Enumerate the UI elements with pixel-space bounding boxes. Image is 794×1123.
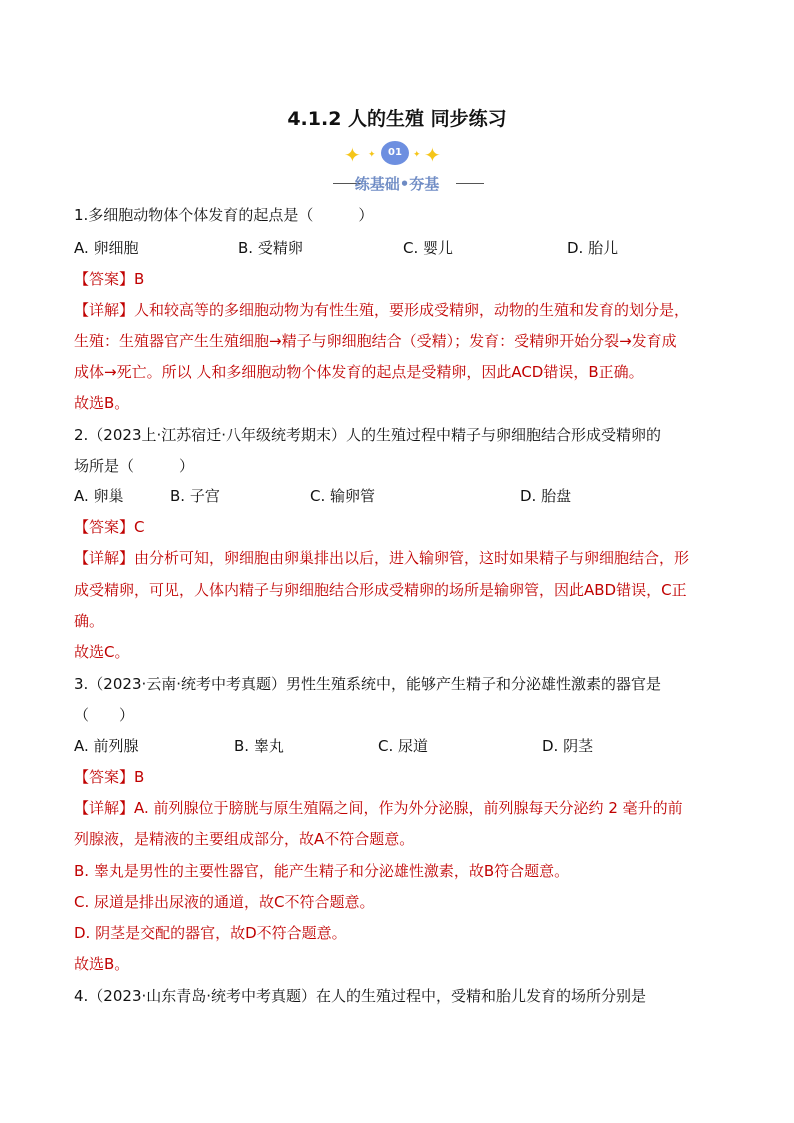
q1-detail-line-3: 成体→死亡。所以 人和多细胞动物个体发育的起点是受精卵，因此ACD错误，B正确。 [74,363,644,381]
answer-value: B [134,270,145,288]
q3-detail-line-2: 列腺液，是精液的主要组成部分，故A不符合题意。 [74,830,415,848]
q3-stem-line-1: 3.（2023·云南·统考中考真题）男性生殖系统中，能够产生精子和分泌雄性激素的器官是 [74,675,662,693]
q3-option-a: A. 前列腺 [74,737,139,755]
q3-stem-line-2: （ ） [74,706,135,724]
answer-value: C [134,518,145,536]
q1-option-d: D. 胎儿 [567,239,619,257]
q1-option-a: A. 卵细胞 [74,239,139,257]
q3-option-c: C. 尿道 [378,737,429,755]
q1-detail-line-1 [74,300,689,320]
sparkle-icon: ✦ [424,143,441,167]
q2-option-b: B. 子宫 [170,487,220,505]
sparkle-dot-icon: ✦ [413,150,421,160]
detail-text: 人和较高等的多细胞动物为有性生殖，要形成受精卵，动物的生殖和发育的划分是， [134,301,690,319]
q4-stem-line-1: 4.（2023·山东青岛·统考中考真题）在人的生殖过程中，受精和胎儿发育的场所分别是 [74,987,647,1005]
q1-conclusion: 故选B。 [74,394,130,412]
detail-tag: 【详解】 [74,301,135,319]
section-number: 01 [381,141,409,165]
q3-detail-line-5: D. 阴茎是交配的器官，故D不符合题意。 [74,924,347,942]
sparkle-dot-icon: ✦ [368,150,376,160]
q2-option-a: A. 卵巢 [74,487,124,505]
detail-text: A. 前列腺位于膀胱与原生殖隔之间，作为外分泌腺，前列腺每天分泌约 2 毫升的前 [134,799,683,817]
answer-tag: 【答案】 [74,518,135,536]
q2-option-c: C. 输卵管 [310,487,376,505]
section-subtitle: 练基础•夯基 [354,175,440,193]
q3-option-b: B. 睾丸 [234,737,284,755]
q2-stem-line-1: 2.（2023上·江苏宿迁·八年级统考期末）人的生殖过程中精子与卵细胞结合形成受精卵的 [74,426,662,444]
q1-option-b: B. 受精卵 [238,239,303,257]
q2-detail-line-3: 确。 [74,612,105,630]
answer-value: B [134,768,145,786]
q1-option-c: C. 婴儿 [403,239,454,257]
sparkle-icon: ✦ [344,143,361,167]
q2-detail-line-2: 成受精卵，可见，人体内精子与卵细胞结合形成受精卵的场所是输卵管，因此ABD错误，C正 [74,581,687,599]
q1-answer [74,269,144,289]
page-title: 4.1.2 人的生殖 同步练习 [287,108,507,130]
q2-option-d: D. 胎盘 [520,487,572,505]
q3-conclusion: 故选B。 [74,955,130,973]
q2-detail-line-1 [74,548,689,568]
q1-stem: 1.多细胞动物体个体发育的起点是（ ） [74,206,374,224]
q3-option-d: D. 阴茎 [542,737,594,755]
q3-detail-line-4: C. 尿道是排出尿液的通道，故C不符合题意。 [74,893,375,911]
q3-answer [74,767,144,787]
q2-answer [74,517,145,537]
q2-stem-line-2: 场所是（ ） [74,457,195,475]
detail-text: 由分析可知，卵细胞由卵巢排出以后，进入输卵管，这时如果精子与卵细胞结合，形 [134,549,690,567]
detail-tag: 【详解】 [74,549,135,567]
subtitle-right-rule [456,183,484,184]
detail-tag: 【详解】 [74,799,135,817]
answer-tag: 【答案】 [74,768,135,786]
q1-detail-line-2: 生殖：生殖器官产生生殖细胞→精子与卵细胞结合（受精）；发育：受精卵开始分裂→发育成 [74,332,677,350]
answer-tag: 【答案】 [74,270,135,288]
q3-detail-line-3: B. 睾丸是男性的主要性器官，能产生精子和分泌雄性激素，故B符合题意。 [74,862,570,880]
q2-conclusion: 故选C。 [74,643,130,661]
q3-detail-line-1 [74,798,683,818]
